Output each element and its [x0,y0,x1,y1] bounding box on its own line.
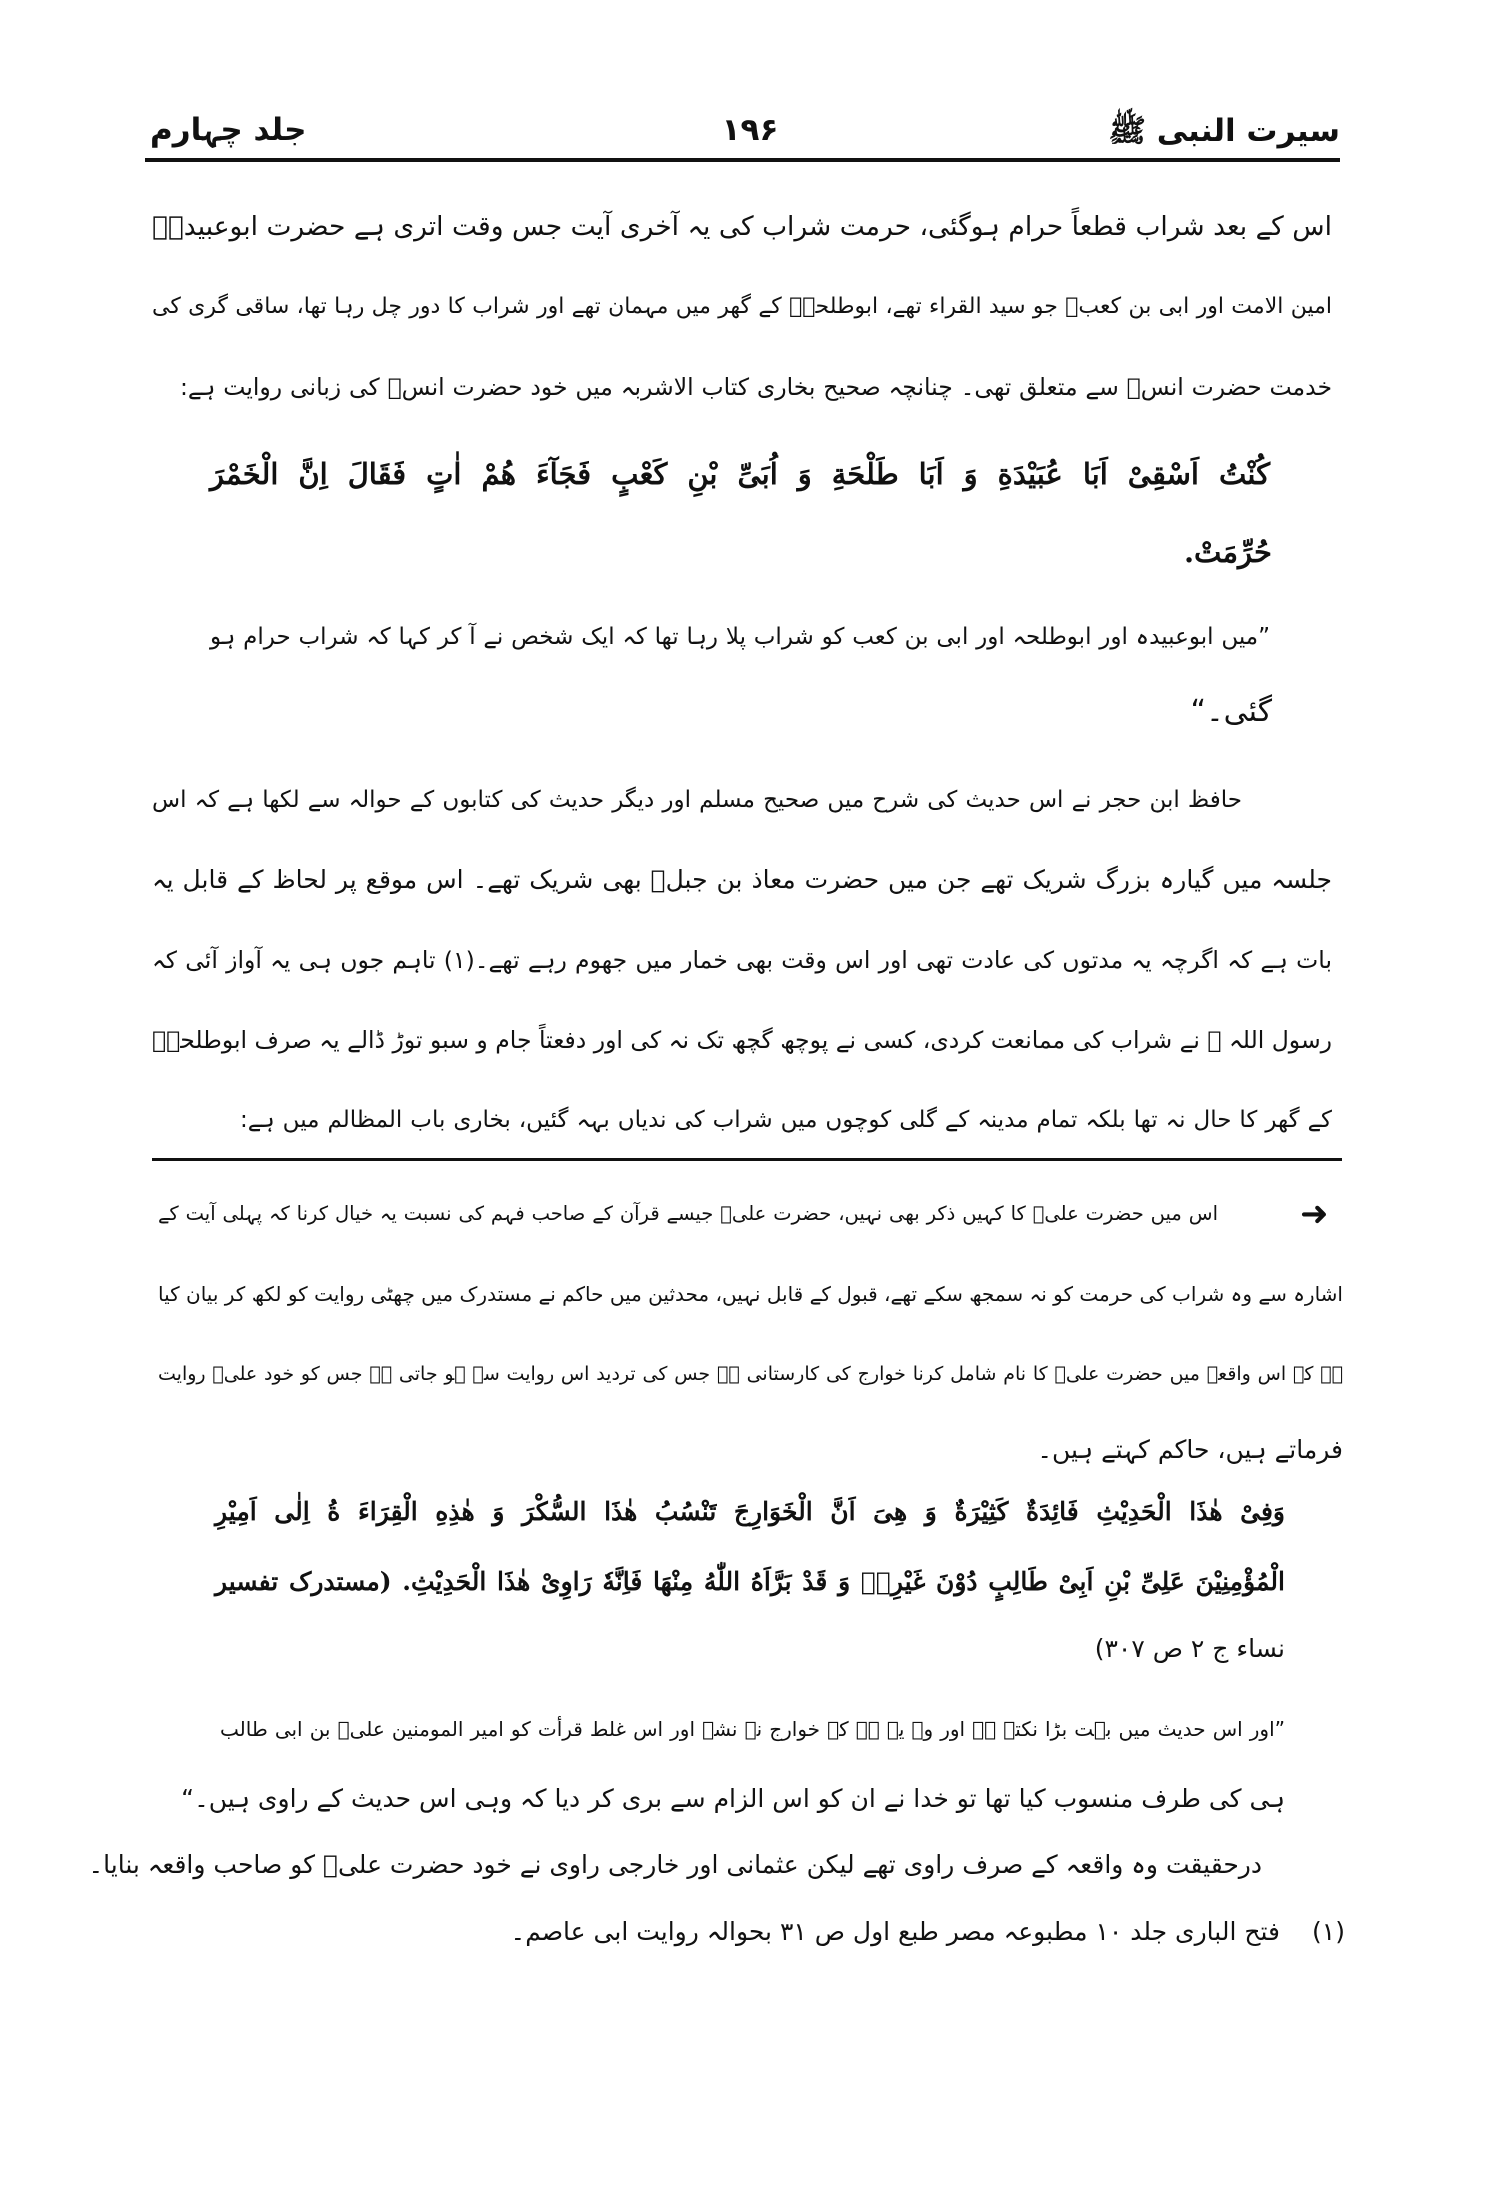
body-line: جلسہ میں گیارہ بزرگ شریک تھے جن میں حضرت معاذ بن جبلؓ بھی شریک تھے۔ اس موقع پر لحاظ کے قابل یہ [152,865,1332,894]
note-line: اس میں حضرت علیؓ کا کہیں ذکر بھی نہیں، حضرت علیؓ جیسے قرآن کے صاحب فہم کی نسبت یہ خیال کرنا کہ پہلی آیت کے [158,1202,1218,1225]
arabic-quote-line: كُنْتُ اَسْقِىْ اَبَا عُبَيْدَةِ وَ اَبَا طَلْحَةِ وَ اُبَىِّ بْنِ كَعْبٍ فَجَآءَ هُمْ اٰتٍ فَقَالَ اِنَّ الْخَمْرَ [210,457,1270,491]
citation-line: نساء ج ۲ ص ۳۰۷) [1094,1634,1285,1663]
note-line: اشارہ سے وہ شراب کی حرمت کو نہ سمجھ سکے تھے، قبول کے قابل نہیں، محدثین میں حاکم نے مستدرک میں چھٹی روایت کو لکھ کر بیان کیا [158,1282,1343,1306]
body-line: اس کے بعد شراب قطعاً حرام ہوگئی، حرمت شراب کی یہ آخری آیت جس وقت اتری ہے حضرت ابوعبیدہؓ [152,211,1332,242]
volume-label: جلد چہارم [150,112,307,148]
conclusion-line: درحقیقت وہ واقعہ کے صرف راوی تھے لیکن عثمانی اور خارجی راوی نے خود حضرت علیؓ کو صاحب واقعہ بنایا۔ [88,1850,1262,1879]
body-line: حافظ ابن حجر نے اس حدیث کی شرح میں صحیح مسلم اور دیگر حدیث کی کتابوں کے حوالہ سے لکھا ہے کہ اس [152,787,1242,813]
arrow-icon: ➜ [1300,1194,1329,1234]
note-line: ہے کہ اس واقعہ میں حضرت علیؓ کا نام شامل کرنا خوارج کی کارستانی ہے جس کی تردید اس روایت سے ہو جاتی ہے جس کو خود علیؓ روایت [158,1363,1343,1385]
arabic-quote-line: الْمُؤْمِنِيْنَ عَلِىِّ بْنِ اَبِىْ طَالِبٍ دُوْنَ غَيْرِهٖ وَ قَدْ بَرَّاَهُ اللّٰهُ مِنْهَا فَاِنَّهٗ رَاوِىْ هٰذَا الْحَدِيْثِ. (مستدرک تفسیر [215,1567,1285,1596]
book-title: سیرت النبی ﷺ [1108,113,1340,149]
body-line: کے گھر کا حال نہ تھا بلکہ تمام مدینہ کے گلی کوچوں میں شراب کی ندیاں بہہ گئیں، بخاری باب المظالم میں ہے: [240,1107,1332,1133]
footnote-text: فتح الباری جلد ۱۰ مطبوعہ مصر طبع اول ص ۳۱ بحوالہ روایت ابی عاصم۔ [510,1917,1280,1946]
translation-line: ”اور اس حدیث میں بہت بڑا نکتہ ہے اور وہ یہ ہے کہ خوارج نے نشہ اور اس غلط قرأت کو امیر المومنین علیؓ بن ابی طالب [220,1717,1285,1741]
body-line: رسول اللہ ﷺ نے شراب کی ممانعت کردی، کسی نے پوچھ گچھ تک نہ کی اور دفعتاً جام و سبو توڑ ڈالے یہ صرف ابوطلحہؓ [152,1026,1332,1054]
note-line: فرماتے ہیں، حاکم کہتے ہیں۔ [1037,1435,1343,1464]
body-line: بات ہے کہ اگرچہ یہ مدتوں کی عادت تھی اور اس وقت بھی خمار میں جھوم رہے تھے۔(۱) تاہم جوں ہی یہ آواز آئی کہ [152,946,1333,974]
footnote-number: (۱) [1312,1917,1345,1946]
arabic-quote-line: وَفِىْ هٰذَا الْحَدِيْثِ فَائِدَةٌ كَثِيْرَةٌ وَ هِىَ اَنَّ الْخَوَارِجَ تَنْسُبُ هٰذَا السُّكْرَ وَ هٰذِهِ الْقِرَاءَ ةُ اِلٰى اَمِيْرِ [215,1497,1285,1526]
translation-line: گئی۔“ [1190,694,1272,729]
translation-line: ”میں ابوعبیدہ اور ابوطلحہ اور ابی بن کعب کو شراب پلا رہا تھا کہ ایک شخص نے آ کر کہا کہ شراب حرام ہو [210,624,1270,650]
translation-line: ہی کی طرف منسوب کیا تھا تو خدا نے ان کو اس الزام سے بری کر دیا کہ وہی اس حدیث کے راوی ہیں۔“ [181,1784,1285,1813]
body-line: امین الامت اور ابی بن کعبؓ جو سید القراء تھے، ابوطلحہؓ کے گھر میں مہمان تھے اور شراب کا دور چل رہا تھا، ساقی گری کی [152,294,1332,319]
page-number: ۱۹۶ [721,112,779,148]
arabic-quote-line: حُرِّمَتْ. [1183,535,1272,569]
header-rule [145,158,1340,162]
body-line: خدمت حضرت انسؓ سے متعلق تھی۔ چنانچہ صحیح بخاری کتاب الاشربہ میں خود حضرت انسؓ کی زبانی روایت ہے: [180,373,1332,401]
footnote-separator [152,1158,1342,1161]
